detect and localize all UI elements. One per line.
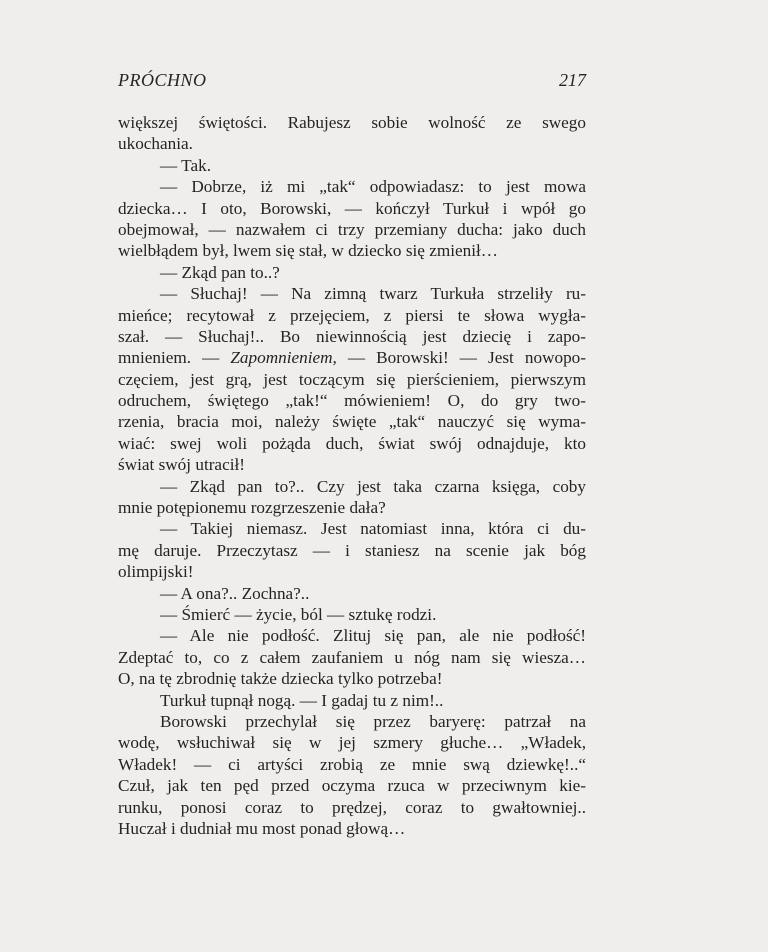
text-segment: wodę, wsłuchiwał się w jej szmery głuche… „Władek, (118, 733, 586, 753)
page-number: 217 (559, 70, 586, 90)
text-segment: świat swój utracił! (118, 455, 245, 475)
text-line (118, 732, 586, 753)
text-line (118, 219, 586, 240)
text-segment: obejmował, — nazwałem ci trzy przemiany ducha: jako duch (118, 219, 586, 239)
text-line (118, 454, 586, 475)
text-line (118, 668, 586, 689)
text-segment: odruchem, świętego „tak!“ mówieniem! O, do gry two- (118, 391, 586, 411)
text-line (118, 433, 586, 454)
text-segment: — Słuchaj! — Na zimną twarz Turkuła strzeliły ru- (160, 284, 586, 304)
text-line (118, 647, 586, 668)
text-segment: O, na tę zbrodnię także dziecka tylko potrzeba! (118, 669, 443, 689)
italic-emphasis: Zapomnieniem, (230, 348, 337, 368)
text-line (118, 561, 586, 582)
text-line (118, 133, 586, 154)
text-segment: — Śmierć — życie, ból — sztukę rodzi. (160, 604, 437, 624)
text-line (118, 540, 586, 561)
text-line (118, 818, 586, 839)
text-line (118, 497, 586, 518)
text-segment: mę daruje. Przeczytasz — i staniesz na scenie jak bóg (118, 540, 586, 560)
text-line (118, 625, 586, 646)
text-line (118, 411, 586, 432)
text-line (118, 155, 586, 176)
text-line (118, 305, 586, 326)
text-segment: Czuł, jak ten pęd przed oczyma rzuca w przeciwnym kie- (118, 776, 586, 796)
text-segment: — Takiej niemasz. Jest natomiast inna, która ci du- (160, 519, 586, 539)
text-segment: szał. — Słuchaj!.. Bo niewinnością jest dziecię i zapo- (118, 326, 586, 346)
text-line (118, 240, 586, 261)
text-segment: Władek! — ci artyści zrobią ze mnie swą dziewkę!..“ (118, 754, 586, 774)
text-segment: mnie potępionemu rozgrzeszenie dała? (118, 498, 386, 518)
running-title: PRÓCHNO (118, 70, 207, 90)
text-line (118, 176, 586, 197)
text-segment: — Zkąd pan to?.. Czy jest taka czarna księga, coby (160, 476, 586, 496)
text-line (118, 754, 586, 775)
text-segment: wielbłądem był, lwem się stał, w dziecko się zmienił… (118, 241, 498, 261)
text-segment: Zdeptać to, co z całem zaufaniem u nóg nam się wiesza… (118, 647, 586, 667)
text-segment: większej świętości. Rabujesz sobie wolność ze swego (118, 113, 586, 132)
text-line (118, 518, 586, 539)
text-segment: ukochania. (118, 134, 193, 154)
text-line (118, 797, 586, 818)
text-segment: — Borowski! — Jest nowopo- (336, 348, 586, 368)
text-line (118, 326, 586, 347)
text-segment: mieńce; recytował z przejęciem, z piersi te słowa wygła- (118, 305, 586, 325)
text-segment: wiać: swej woli pożąda duch, świat swój odnajduje, kto (118, 433, 586, 453)
text-segment: olimpijski! (118, 562, 194, 582)
body-text (118, 112, 586, 839)
text-line (118, 198, 586, 219)
text-line (118, 711, 586, 732)
text-line (118, 262, 586, 283)
text-line (118, 775, 586, 796)
text-segment: — Zkąd pan to..? (160, 262, 280, 282)
text-segment: rzenia, bracia moi, należy święte „tak“ nauczyć się wyma- (118, 412, 586, 432)
text-segment: dziecka… I oto, Borowski, — kończył Turkuł i wpół go (118, 198, 586, 218)
text-segment: częciem, jest grą, jest toczącym się pierścieniem, pierwszym (118, 369, 586, 389)
text-segment: — Ale nie podłość. Zlituj się pan, ale nie podłość! (160, 626, 586, 646)
text-line (118, 690, 586, 711)
text-segment: Turkuł tupnął nogą. — I gadaj tu z nim!.. (160, 690, 444, 710)
text-line (118, 347, 586, 368)
text-line (118, 369, 586, 390)
text-line (118, 390, 586, 411)
text-segment: — Tak. (160, 155, 211, 175)
text-segment: runku, ponosi coraz to prędzej, coraz to gwałtowniej.. (118, 797, 586, 817)
text-segment: — A ona?.. Zochna?.. (160, 583, 310, 603)
text-line (118, 583, 586, 604)
text-segment: Borowski przechylał się przez baryerę: patrzał na (160, 711, 586, 731)
text-line (118, 283, 586, 304)
text-segment: — Dobrze, iż mi „tak“ odpowiadasz: to jest mowa (160, 177, 586, 197)
text-line (118, 604, 586, 625)
text-line (118, 476, 586, 497)
text-segment: mnieniem. — (118, 348, 231, 368)
text-segment: Huczał i dudniał mu most ponad głową… (118, 818, 406, 838)
text-line (118, 112, 586, 133)
